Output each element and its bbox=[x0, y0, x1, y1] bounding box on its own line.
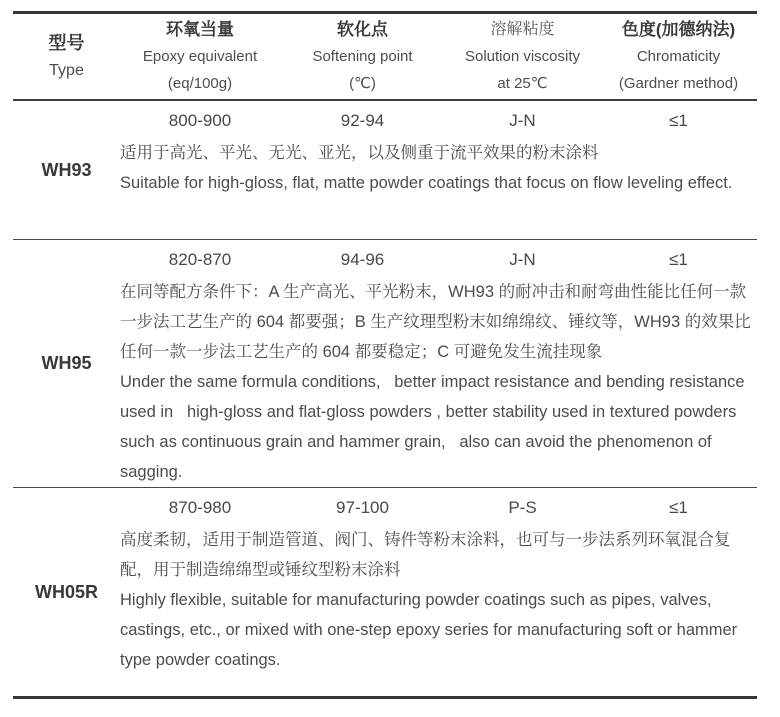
description-zh: 适用于高光、平光、无光、亚光，以及侧重于流平效果的粉末涂料 bbox=[120, 144, 599, 162]
column-header-viscosity-condition: at 25℃ bbox=[497, 75, 548, 92]
solution-viscosity-value: J-N bbox=[509, 111, 536, 130]
table-row-wh95 bbox=[13, 240, 757, 488]
chromaticity-value: ≤1 bbox=[669, 498, 688, 517]
column-header-epoxy-unit: (eq/100g) bbox=[167, 75, 233, 92]
column-header-epoxy-en: Epoxy equivalent bbox=[142, 48, 258, 65]
values-row-wh93 bbox=[120, 109, 757, 133]
column-header-type-zh: 型号 bbox=[48, 32, 85, 53]
chromaticity-value: ≤1 bbox=[669, 250, 688, 269]
table-row-wh93 bbox=[13, 101, 757, 240]
type-label-wh95: WH95 bbox=[41, 353, 92, 373]
column-header-softening-point bbox=[280, 14, 445, 99]
column-header-softening-zh: 软化点 bbox=[337, 20, 388, 39]
row-content-wh93 bbox=[120, 101, 757, 239]
column-header-solution-viscosity bbox=[445, 14, 600, 99]
description-en: Highly flexible, suitable for manufacturing powder coatings such as pipes, valves, castings, etc., or mixed with one-step epoxy series for manufacturing soft or hammer type powder coatings. bbox=[120, 591, 742, 669]
solution-viscosity-value: P-S bbox=[508, 498, 537, 517]
values-row-wh05r bbox=[120, 496, 757, 520]
epoxy-equivalent-value: 870-980 bbox=[168, 498, 232, 517]
column-header-softening-en: Softening point bbox=[312, 48, 413, 65]
column-header-chromaticity-method: (Gardner method) bbox=[618, 75, 739, 92]
column-header-type bbox=[13, 14, 120, 99]
column-header-chromaticity-en: Chromaticity bbox=[636, 48, 721, 65]
solution-viscosity-value: J-N bbox=[509, 250, 536, 269]
column-header-viscosity-en: Solution viscosity bbox=[464, 48, 581, 65]
softening-point-value: 97-100 bbox=[336, 498, 389, 517]
table-header-row bbox=[13, 14, 757, 101]
softening-point-value: 92-94 bbox=[340, 111, 385, 130]
epoxy-equivalent-value: 820-870 bbox=[168, 250, 232, 269]
row-content-wh05r bbox=[120, 488, 757, 696]
column-header-softening-unit: (℃) bbox=[349, 75, 376, 92]
row-content-wh95 bbox=[120, 240, 757, 487]
column-header-type-en: Type bbox=[49, 61, 84, 79]
description-en: Suitable for high-gloss, flat, matte powder coatings that focus on flow leveling effect. bbox=[120, 174, 733, 192]
type-label-wh93: WH93 bbox=[41, 159, 92, 180]
column-header-chromaticity-zh: 色度(加德纳法) bbox=[621, 20, 736, 39]
values-row-wh95 bbox=[120, 248, 757, 272]
chromaticity-value: ≤1 bbox=[669, 111, 688, 130]
epoxy-equivalent-value: 800-900 bbox=[168, 111, 232, 130]
table-row-wh05r bbox=[13, 488, 757, 696]
type-label-wh05r: WH05R bbox=[34, 581, 98, 602]
column-header-epoxy-zh: 环氧当量 bbox=[166, 20, 234, 39]
description-zh: 高度柔韧，适用于制造管道、阀门、铸件等粉末涂料，也可与一步法系列环氧混合复配，用于制造绵绵型或锤纹型粉末涂料 bbox=[120, 531, 731, 579]
description-en: Under the same formula conditions, better impact resistance and bending resistance used in high-gloss and flat-gloss powders , better stability used in textured powders such as continuous grain and hammer grain, also can avoid the phenomenon of sagging. bbox=[120, 373, 750, 481]
column-header-chromaticity bbox=[600, 14, 757, 99]
softening-point-value: 94-96 bbox=[340, 250, 385, 269]
description-zh: 在同等配方条件下：A 生产高光、平光粉末，WH93 的耐冲击和耐弯曲性能比任何一款一步法工艺生产的 604 都要强；B 生产纹理型粉末如绵绵纹、锤纹等，WH93 的效果比任何一款一步法工艺生产的 604 都要稳定；C 可避免发生流挂现象 bbox=[120, 283, 751, 361]
column-header-epoxy-equivalent bbox=[120, 14, 280, 99]
column-header-viscosity-zh: 溶解粘度 bbox=[490, 21, 555, 38]
product-spec-table bbox=[13, 11, 757, 699]
